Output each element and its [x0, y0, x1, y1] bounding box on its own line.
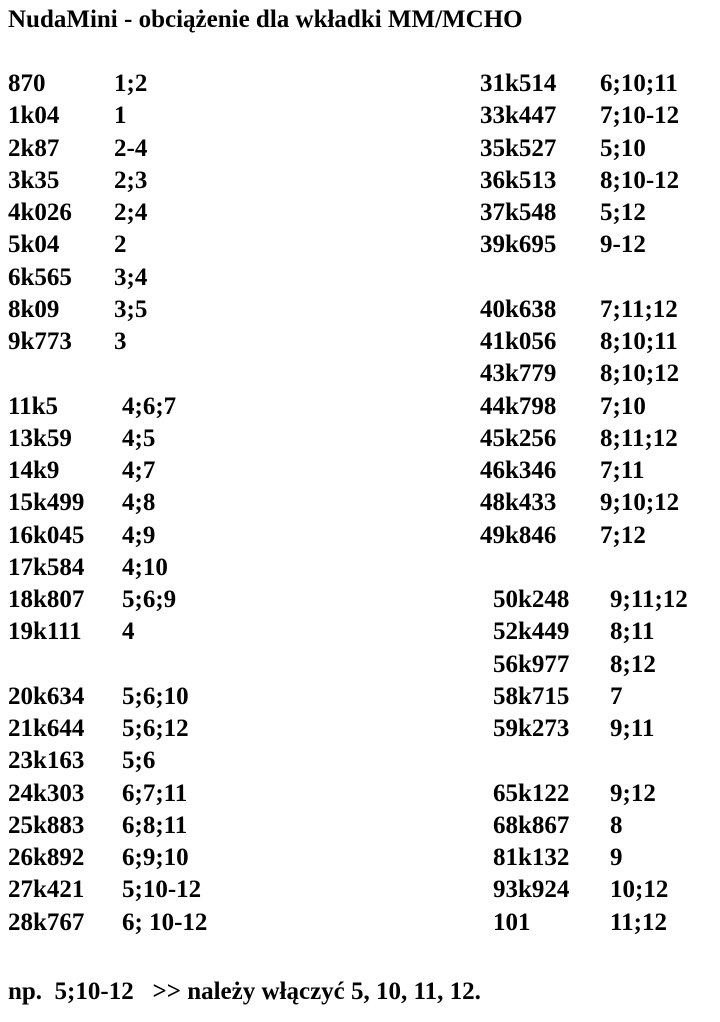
load-row: [8, 165, 368, 197]
load-row: [480, 423, 720, 455]
switch-positions: 5;10: [600, 134, 646, 162]
resistance-value: 39k695: [480, 231, 557, 259]
resistance-value: 1k04: [8, 102, 60, 130]
load-row: [8, 681, 368, 713]
resistance-value: 35k527: [480, 134, 557, 162]
load-row: [8, 584, 368, 616]
resistance-value: 21k644: [8, 715, 85, 742]
load-row: [8, 745, 368, 777]
resistance-value: 3k35: [8, 166, 60, 194]
switch-positions: 9-12: [600, 231, 646, 259]
spacer-row: [480, 552, 720, 584]
resistance-value: 5k04: [8, 231, 60, 259]
load-row: [8, 713, 368, 745]
load-row: [8, 616, 368, 648]
resistance-value: 2k87: [8, 134, 60, 162]
load-row: [480, 68, 720, 100]
load-row: [480, 165, 720, 197]
load-row: [8, 391, 368, 423]
resistance-value: 46k346: [480, 457, 557, 484]
load-row: [480, 487, 720, 519]
switch-positions: 6; 10-12: [122, 908, 208, 936]
resistance-value: 58k715: [493, 682, 570, 710]
load-row: [8, 455, 368, 487]
spacer-row: [480, 262, 720, 294]
switch-positions: 4;9: [122, 521, 156, 549]
resistance-value: 17k584: [8, 553, 85, 581]
switch-positions: 7: [610, 682, 623, 710]
document-title: NudaMini - obciążenie dla wkładki MM/MCHO: [8, 6, 523, 33]
resistance-value: 6k565: [8, 263, 72, 291]
switch-positions: 4;8: [122, 489, 156, 517]
switch-positions: 7;10: [600, 392, 646, 420]
switch-positions: 8;12: [610, 650, 656, 678]
load-row: [8, 487, 368, 519]
switch-positions: 8;11;12: [600, 424, 678, 452]
load-row: [8, 326, 368, 358]
switch-positions: 9;10;12: [600, 489, 680, 517]
resistance-value: 93k924: [493, 876, 570, 904]
switch-positions: 8: [610, 811, 623, 839]
load-row: [480, 326, 720, 358]
switch-positions: 1;2: [114, 70, 148, 97]
switch-positions: 5;6;10: [122, 682, 189, 710]
spacer-row: [480, 745, 720, 777]
load-row: [480, 616, 720, 648]
example-note: np. 5;10-12 >> należy włączyć 5, 10, 11, 12.: [8, 978, 481, 1005]
load-row: [8, 810, 368, 842]
switch-positions: 4;7: [122, 457, 156, 484]
resistance-value: 68k867: [493, 811, 570, 839]
load-row: [480, 810, 720, 842]
load-row: [480, 358, 720, 390]
resistance-value: 18k807: [8, 586, 85, 613]
resistance-value: 40k638: [480, 295, 557, 323]
resistance-value: 11k5: [8, 392, 59, 420]
switch-positions: 4;5: [122, 424, 156, 452]
switch-positions: 2: [114, 231, 127, 259]
load-row: [8, 520, 368, 552]
load-row: [8, 100, 368, 132]
resistance-value: 43k779: [480, 360, 557, 388]
switch-positions: 7;12: [600, 521, 646, 549]
resistance-value: 20k634: [8, 682, 85, 710]
load-row: [8, 262, 368, 294]
load-row: [480, 133, 720, 165]
resistance-value: 49k846: [480, 521, 557, 549]
load-row: [8, 842, 368, 874]
load-row: [8, 874, 368, 906]
load-row: [8, 294, 368, 326]
resistance-value: 48k433: [480, 489, 557, 517]
load-row: [480, 584, 720, 616]
resistance-value: 23k163: [8, 747, 85, 775]
resistance-value: 56k977: [493, 650, 570, 678]
switch-positions: 3;5: [114, 295, 148, 323]
load-row: [8, 552, 368, 584]
spacer-row: [8, 358, 368, 390]
switch-positions: 11;12: [610, 908, 667, 936]
resistance-value: 65k122: [493, 779, 570, 807]
resistance-value: 37k548: [480, 199, 557, 226]
resistance-value: 19k111: [8, 618, 82, 646]
switch-positions: 8;10;11: [600, 328, 678, 355]
resistance-value: 101: [493, 908, 531, 936]
resistance-value: 8k09: [8, 295, 60, 323]
load-row: [480, 681, 720, 713]
load-row: [480, 455, 720, 487]
resistance-value: 45k256: [480, 424, 557, 452]
load-row: [8, 907, 368, 939]
switch-positions: 4: [122, 618, 135, 646]
switch-positions: 3: [114, 328, 127, 355]
switch-positions: 9;12: [610, 779, 656, 807]
switch-positions: 2;3: [114, 166, 148, 194]
load-row: [8, 197, 368, 229]
switch-positions: 7;11;12: [600, 295, 678, 323]
resistance-value: 24k303: [8, 779, 85, 807]
switch-positions: 5;6;9: [122, 586, 177, 613]
switch-positions: 10;12: [610, 876, 669, 904]
resistance-value: 9k773: [8, 328, 72, 355]
resistance-value: 26k892: [8, 844, 85, 871]
load-row: [480, 842, 720, 874]
load-row: [480, 649, 720, 681]
load-row: [480, 229, 720, 261]
load-row: [480, 100, 720, 132]
load-row: [480, 294, 720, 326]
resistance-value: 4k026: [8, 199, 72, 226]
resistance-value: 41k056: [480, 328, 557, 355]
resistance-value: 31k514: [480, 70, 557, 97]
switch-positions: 3;4: [114, 263, 148, 291]
load-row: [480, 874, 720, 906]
switch-positions: 5;10-12: [122, 876, 202, 904]
resistance-value: 81k132: [493, 844, 570, 871]
resistance-value: 13k59: [8, 424, 72, 452]
spacer-row: [8, 649, 368, 681]
switch-positions: 5;12: [600, 199, 646, 226]
load-row: [8, 229, 368, 261]
switch-positions: 8;11: [610, 618, 655, 646]
switch-positions: 9;11: [610, 715, 655, 742]
resistance-value: 15k499: [8, 489, 85, 517]
right-load-table: [480, 68, 720, 939]
load-row: [480, 907, 720, 939]
resistance-value: 870: [8, 70, 46, 97]
load-row: [8, 133, 368, 165]
switch-positions: 8;10-12: [600, 166, 680, 194]
resistance-value: 36k513: [480, 166, 557, 194]
switch-positions: 8;10;12: [600, 360, 680, 388]
switch-positions: 5;6;12: [122, 715, 189, 742]
switch-positions: 6;10;11: [600, 70, 678, 97]
resistance-value: 50k248: [493, 586, 570, 613]
resistance-value: 44k798: [480, 392, 557, 420]
resistance-value: 33k447: [480, 102, 557, 130]
load-row: [480, 713, 720, 745]
switch-positions: 6;8;11: [122, 811, 188, 839]
switch-positions: 9;11;12: [610, 586, 688, 613]
resistance-value: 14k9: [8, 457, 60, 484]
load-row: [480, 391, 720, 423]
switch-positions: 7;11: [600, 457, 645, 484]
load-row: [480, 778, 720, 810]
switch-positions: 4;6;7: [122, 392, 177, 420]
switch-positions: 1: [114, 102, 127, 130]
switch-positions: 9: [610, 844, 623, 871]
switch-positions: 2;4: [114, 199, 148, 226]
switch-positions: 6;9;10: [122, 844, 189, 871]
load-row: [480, 520, 720, 552]
switch-positions: 7;10-12: [600, 102, 680, 130]
load-row: [8, 423, 368, 455]
resistance-value: 25k883: [8, 811, 85, 839]
resistance-value: 59k273: [493, 715, 570, 742]
resistance-value: 16k045: [8, 521, 85, 549]
load-row: [8, 68, 368, 100]
resistance-value: 52k449: [493, 618, 570, 646]
switch-positions: 2-4: [114, 134, 148, 162]
load-row: [480, 197, 720, 229]
switch-positions: 6;7;11: [122, 779, 188, 807]
load-row: [8, 778, 368, 810]
resistance-value: 28k767: [8, 908, 85, 936]
left-load-table: [8, 68, 368, 939]
resistance-value: 27k421: [8, 876, 85, 904]
switch-positions: 5;6: [122, 747, 156, 775]
switch-positions: 4;10: [122, 553, 168, 581]
